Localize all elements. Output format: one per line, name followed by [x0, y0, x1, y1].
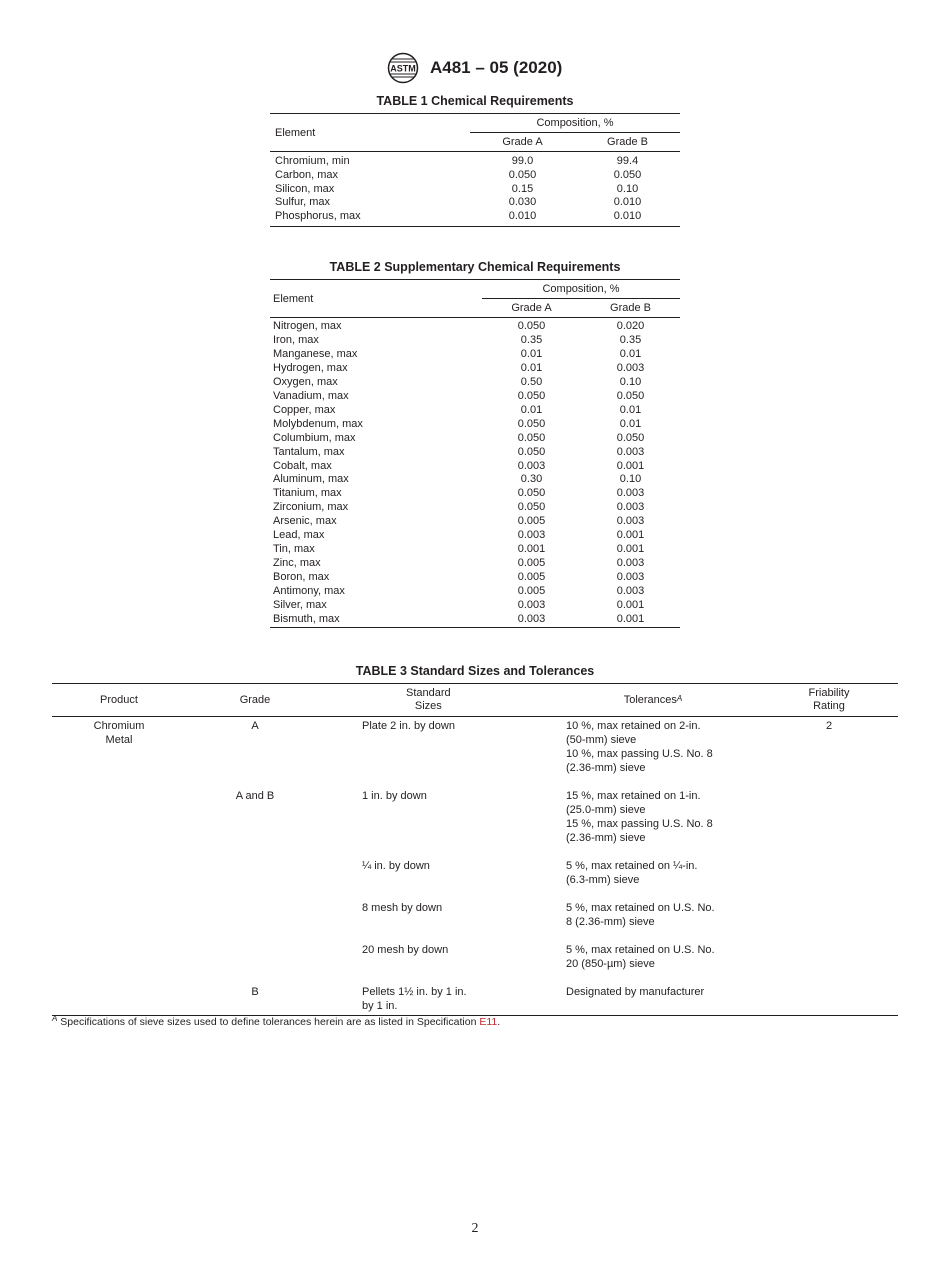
grade-a-value: 0.003	[517, 459, 546, 472]
tolerance-cell-line: 5 %, max retained on U.S. No.	[566, 944, 715, 956]
col-header-tolerances: Tolerances$^A$	[526, 684, 748, 717]
col-header-grade-b: Grade B	[581, 299, 680, 318]
grade-b-value: 0.35	[619, 333, 642, 346]
grade-cell	[186, 859, 324, 901]
tolerance-cell-line: 15 %, max retained on 1-in.	[566, 790, 701, 802]
tolerance-cell-line: (50-mm) sieve	[566, 734, 637, 746]
table-row	[270, 515, 680, 529]
friability-rating-cell	[748, 901, 898, 943]
grade-b-value: 0.003	[616, 361, 645, 374]
tolerance-cell	[526, 901, 748, 943]
grade-b-value: 99.4	[616, 155, 639, 167]
svg-text:ASTM: ASTM	[390, 63, 416, 74]
table2-supplementary-requirements	[270, 279, 680, 628]
table3-caption: TABLE 3 Standard Sizes and Tolerances	[355, 664, 595, 678]
element-cell: Manganese, max	[273, 347, 358, 360]
grade-b-value: 0.001	[616, 459, 645, 472]
standard-size-cell-line: ¼ in. by down	[362, 860, 430, 872]
astm-logo-icon	[384, 52, 422, 84]
footnote-text: Specifications of sieve sizes used to define tolerances herein are as listed in Specification	[57, 1016, 480, 1028]
tolerance-cell-line: 15 %, max passing U.S. No. 8	[566, 818, 713, 830]
grade-a-value: 0.01	[520, 403, 543, 416]
spec-e11-link[interactable]: E11	[479, 1016, 498, 1028]
tolerance-cell	[526, 859, 748, 901]
element-cell: Phosphorus, max	[275, 210, 361, 223]
grade-b-value: 0.003	[616, 445, 645, 458]
grade-a-value: 0.001	[517, 543, 546, 556]
grade-b-value: 0.020	[616, 320, 645, 332]
table1-caption: TABLE 1 Chemical Requirements	[376, 94, 574, 108]
grade-b-value: 0.003	[616, 501, 645, 514]
table-row	[270, 599, 680, 613]
grade-b-value: 0.10	[616, 182, 639, 195]
grade-b-value: 0.001	[616, 543, 645, 556]
grade-b-value: 0.001	[616, 529, 645, 542]
col-header-grade-b: Grade B	[575, 133, 680, 152]
tolerance-cell-line: 5 %, max retained on ¼-in.	[566, 860, 698, 872]
grade-a-value: 0.35	[520, 333, 543, 346]
grade-cell: A	[251, 720, 259, 732]
document-title: A481 – 05 (2020)	[430, 58, 563, 77]
table-row	[52, 943, 898, 985]
grade-a-value: 0.30	[520, 473, 543, 486]
grade-a-value: 0.050	[517, 487, 546, 500]
table-row	[270, 460, 680, 474]
table-row	[270, 348, 680, 362]
table-row	[52, 859, 898, 901]
col-header-composition: Composition, %	[482, 280, 680, 299]
element-cell: Bismuth, max	[273, 613, 340, 626]
table-row	[270, 446, 680, 460]
grade-a-value: 99.0	[511, 155, 534, 167]
table-row	[270, 543, 680, 557]
table-row	[270, 196, 680, 210]
table-row	[270, 362, 680, 376]
product-cell	[52, 789, 186, 859]
standard-size-cell-line: by 1 in.	[362, 1000, 398, 1012]
grade-b-value: 0.050	[613, 168, 642, 181]
table-row	[270, 571, 680, 585]
tolerance-cell-line: 8 (2.36-mm) sieve	[566, 916, 655, 928]
friability-rating-cell	[748, 789, 898, 859]
product-cell-line: Chromium	[93, 720, 145, 732]
grade-a-value: 0.005	[517, 515, 546, 528]
element-cell: Titanium, max	[273, 487, 342, 500]
standard-size-cell	[324, 943, 526, 985]
table-row	[270, 376, 680, 390]
grade-b-value: 0.001	[616, 613, 645, 626]
tolerance-cell-line: Designated by manufacturer	[566, 986, 705, 998]
table3-sizes-tolerances	[52, 683, 898, 1016]
element-cell: Vanadium, max	[273, 389, 349, 402]
table-row	[270, 473, 680, 487]
tolerance-cell	[526, 985, 748, 1016]
footnote-marker: A	[676, 693, 683, 703]
grade-b-value: 0.003	[616, 515, 645, 528]
table-row	[270, 501, 680, 515]
col-header-friability-rating: Friability Rating	[748, 684, 898, 717]
grade-a-value: 0.050	[517, 445, 546, 458]
element-cell: Zirconium, max	[273, 501, 349, 514]
grade-b-value: 0.01	[619, 347, 642, 360]
grade-a-value: 0.01	[520, 361, 543, 374]
table-row	[270, 404, 680, 418]
product-cell	[52, 985, 186, 1016]
element-cell: Arsenic, max	[273, 515, 337, 528]
grade-a-value: 0.005	[517, 585, 546, 598]
grade-cell	[186, 901, 324, 943]
tolerance-cell	[526, 789, 748, 859]
standard-size-cell	[324, 985, 526, 1016]
table-row	[270, 585, 680, 599]
table-row	[270, 169, 680, 183]
grade-a-value: 0.003	[517, 599, 546, 612]
table-row	[270, 529, 680, 543]
element-cell: Oxygen, max	[273, 375, 338, 388]
standard-size-cell-line: Plate 2 in. by down	[362, 720, 455, 732]
tolerance-cell-line: (6.3-mm) sieve	[566, 874, 640, 886]
col-header-composition: Composition, %	[470, 114, 680, 133]
element-cell: Columbium, max	[273, 431, 356, 444]
table3-footnote: $^A$ Specifications of sieve sizes used to define tolerances herein are as listed in Specification E11.	[52, 1014, 501, 1028]
table1-chemical-requirements	[270, 113, 680, 227]
standard-size-cell	[324, 789, 526, 859]
standard-size-cell	[324, 717, 526, 790]
tolerance-cell-line: (2.36-mm) sieve	[566, 832, 646, 844]
element-cell: Silicon, max	[275, 182, 335, 195]
standard-size-cell-line: 20 mesh by down	[362, 944, 449, 956]
grade-b-value: 0.10	[619, 473, 642, 486]
grade-b-value: 0.003	[616, 571, 645, 584]
grade-cell	[186, 943, 324, 985]
table-row	[270, 418, 680, 432]
grade-b-value: 0.003	[616, 585, 645, 598]
friability-rating-cell	[748, 943, 898, 985]
grade-a-value: 0.010	[508, 210, 537, 223]
grade-b-value: 0.010	[613, 196, 642, 209]
grade-a-value: 0.050	[508, 168, 537, 181]
element-cell: Tin, max	[273, 543, 315, 556]
grade-b-value: 0.003	[616, 487, 645, 500]
tolerance-cell-line: 20 (850-µm) sieve	[566, 958, 655, 970]
page-number: 2	[471, 1221, 479, 1236]
grade-a-value: 0.050	[517, 320, 546, 332]
table-row	[270, 318, 680, 334]
col-header-product: Product	[52, 684, 186, 717]
grade-a-value: 0.050	[517, 501, 546, 514]
table-row	[270, 210, 680, 226]
tolerance-cell-line: 10 %, max retained on 2-in.	[566, 720, 701, 732]
tolerance-cell	[526, 717, 748, 790]
element-cell: Tantalum, max	[273, 445, 345, 458]
element-cell: Lead, max	[273, 529, 325, 542]
grade-a-value: 0.003	[517, 613, 546, 626]
table-row	[270, 432, 680, 446]
product-cell	[52, 717, 186, 790]
standard-size-cell	[324, 901, 526, 943]
grade-b-value: 0.10	[619, 375, 642, 388]
element-cell: Cobalt, max	[273, 459, 332, 472]
page-header	[0, 50, 950, 86]
element-cell: Antimony, max	[273, 585, 345, 598]
element-cell: Sulfur, max	[275, 196, 331, 209]
tolerance-cell	[526, 943, 748, 985]
grade-a-value: 0.005	[517, 571, 546, 584]
grade-a-value: 0.050	[517, 417, 546, 430]
table-row	[52, 789, 898, 859]
product-cell	[52, 901, 186, 943]
tolerance-cell-line: 5 %, max retained on U.S. No.	[566, 902, 715, 914]
grade-b-value: 0.01	[619, 403, 642, 416]
element-cell: Copper, max	[273, 403, 336, 416]
table-row	[52, 901, 898, 943]
product-cell	[52, 943, 186, 985]
grade-a-value: 0.030	[508, 196, 537, 209]
friability-rating-cell	[748, 985, 898, 1016]
table-row	[270, 152, 680, 169]
standard-size-cell-line: 8 mesh by down	[362, 902, 443, 914]
standard-size-cell	[324, 859, 526, 901]
grade-a-value: 0.005	[517, 557, 546, 570]
element-cell: Molybdenum, max	[273, 417, 363, 430]
standard-size-cell-line: Pellets 1½ in. by 1 in.	[362, 986, 467, 998]
col-header-standard-sizes: Standard Sizes	[324, 684, 526, 717]
grade-b-value: 0.010	[613, 210, 642, 223]
grade-b-value: 0.003	[616, 557, 645, 570]
element-cell: Chromium, min	[275, 155, 350, 167]
table-row	[52, 985, 898, 1016]
grade-a-value: 0.01	[520, 347, 543, 360]
table-row	[52, 717, 898, 790]
grade-b-value: 0.001	[616, 599, 645, 612]
element-cell: Aluminum, max	[273, 473, 349, 486]
element-cell: Zinc, max	[273, 557, 321, 570]
product-cell	[52, 859, 186, 901]
tolerance-cell-line: (25.0-mm) sieve	[566, 804, 646, 816]
col-header-grade-a: Grade A	[482, 299, 581, 318]
col-header-element: Element	[270, 280, 482, 318]
grade-b-value: 0.050	[616, 431, 645, 444]
grade-b-value: 0.01	[619, 417, 642, 430]
standard-size-cell-line: 1 in. by down	[362, 790, 427, 802]
grade-cell: B	[251, 986, 259, 998]
grade-a-value: 0.050	[517, 389, 546, 402]
element-cell: Nitrogen, max	[273, 320, 342, 332]
element-cell: Boron, max	[273, 571, 330, 584]
table-row	[270, 183, 680, 197]
col-header-grade-a: Grade A	[470, 133, 575, 152]
footnote-marker: A	[52, 1014, 58, 1023]
grade-a-value: 0.15	[511, 182, 534, 195]
product-cell-line: Metal	[105, 734, 133, 746]
table-row	[270, 557, 680, 571]
grade-a-value: 0.003	[517, 529, 546, 542]
grade-a-value: 0.050	[517, 431, 546, 444]
element-cell: Silver, max	[273, 599, 327, 612]
element-cell: Carbon, max	[275, 168, 338, 181]
tolerance-cell-line: 10 %, max passing U.S. No. 8	[566, 748, 713, 760]
grade-b-value: 0.050	[616, 389, 645, 402]
table-row	[270, 613, 680, 627]
table-row	[270, 390, 680, 404]
table2-caption: TABLE 2 Supplementary Chemical Requirements	[329, 260, 621, 274]
table-row	[270, 487, 680, 501]
tolerance-cell-line: (2.36-mm) sieve	[566, 762, 646, 774]
friability-rating-cell: 2	[825, 720, 833, 732]
element-cell: Hydrogen, max	[273, 361, 348, 374]
element-cell: Iron, max	[273, 333, 319, 346]
col-header-grade: Grade	[186, 684, 324, 717]
grade-a-value: 0.50	[520, 375, 543, 388]
table-row	[270, 334, 680, 348]
friability-rating-cell	[748, 859, 898, 901]
col-header-element: Element	[270, 114, 470, 152]
grade-cell: A and B	[235, 790, 275, 802]
